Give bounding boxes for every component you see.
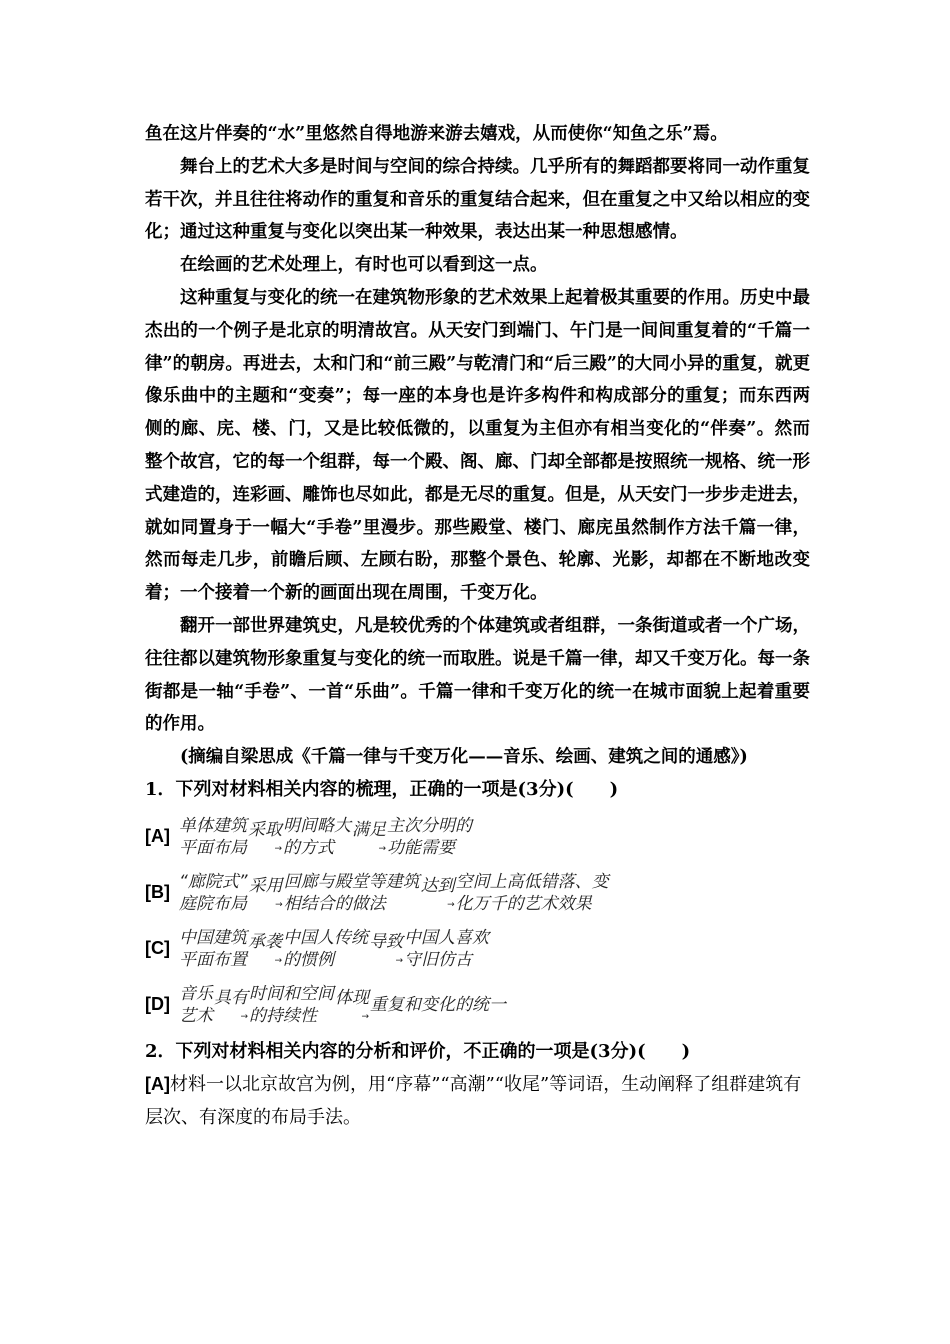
flow-node: 空间上高低错落、变 化万千的艺术效果 (455, 871, 609, 914)
paragraph-1: 鱼在这片伴奏的“水”里悠然自得地游来游去嬉戏，从而使你“知鱼之乐”焉。 (145, 124, 728, 144)
flow-node: 回廊与殿堂等建筑 相结合的做法 (283, 871, 420, 914)
flow-node: 明间略大 的方式 (283, 815, 351, 858)
option-a[interactable] (145, 812, 810, 862)
arrow-icon: 具有 → (214, 987, 248, 1022)
arrow-icon: 承袭 → (248, 931, 282, 966)
option-label: [C] (145, 938, 170, 959)
paragraph-3: 在绘画的艺术处理上，有时也可以看到这一点。 (180, 255, 548, 276)
flow-node: 中国人传统 的惯例 (283, 927, 368, 970)
option-label: [B] (145, 882, 170, 903)
flow-node: 中国人喜欢 守旧仿古 (404, 927, 489, 970)
option-label: [D] (145, 994, 170, 1015)
arrow-icon: 采取 → (248, 819, 282, 854)
paragraph-4: 这种重复与变化的统一在建筑物形象的艺术效果上起着极其重要的作用。历史中最杰出的一个例子是北京的明清故宫。从天安门到端门、午门是一间间重复着的“千篇一律”的朝房。再进去，太和门和“前三殿”与乾清门和“后三殿”的大同小异的重复，就更像乐曲中的主题和“变奏”；每一座的本身也是许多构件和构成部分的重复；而东西两侧的廊、庑、楼、门，又是比较低微的，以重复为主但亦有相当变化的“伴奏”。然而整个故宫，它的每一个组群，每一个殿、阁、廊、门却全部都是按照统一规格、统一形式建造的，连彩画、雕饰也尽如此，都是无尽的重复。但是，从天安门一步步走进去，就如同置身于一幅大“手卷”里漫步。那些殿堂、楼门、廊庑虽然制作方法千篇一律，然而每走几步，前瞻后顾、左顾右盼，那整个景色、轮廓、光影，却都在不断地改变着；一个接着一个新的画面出现在周围，千变万化。 (145, 287, 810, 604)
paragraph-2: 舞台上的艺术大多是时间与空间的综合持续。几乎所有的舞蹈都要将同一动作重复若干次，并且往往将动作的重复和音乐的重复结合起来，但在重复之中又给以相应的变化；通过这种重复与变化以突出某一种效果，表达出某一种思想感情。 (145, 156, 810, 243)
option-label: [A] (145, 826, 170, 847)
option-label: [A] (145, 1073, 170, 1094)
option-text: 材料一以北京故宫为例，用“序幕”“高潮”“收尾”等词语，生动阐释了组群建筑有层次、有深度的布局手法。 (145, 1073, 802, 1128)
flow-node: 音乐 艺术 (179, 983, 213, 1026)
question-2-option-a[interactable] (145, 1068, 810, 1134)
option-c[interactable] (145, 924, 810, 974)
arrow-icon: 满足 → (352, 819, 386, 854)
arrow-icon: 采用 → (248, 875, 283, 910)
paragraph-5: 翻开一部世界建筑史，凡是较优秀的个体建筑或者组群，一条街道或者一个广场，往往都以建筑物形象重复与变化的统一而取胜。说是千篇一律，却又千变万化。每一条街都是一轴“手卷”、一首“乐曲”。千篇一律和千变万化的统一在城市面貌上起着重要的作用。 (145, 615, 810, 735)
flow-node: 中国建筑 平面布置 (179, 927, 247, 970)
question-2-stem: 2．下列对材料相关内容的分析和评价，不正确的一项是(3分)( ) (145, 1040, 691, 1062)
flow-node: 主次分明的 功能需要 (387, 815, 472, 858)
flow-node: 单体建筑 平面布局 (179, 815, 247, 858)
flow-node: “廊院式” 庭院布局 (179, 871, 248, 914)
arrow-icon: 导致 → (369, 931, 403, 966)
document-page (145, 118, 810, 1134)
source-citation: (摘编自梁思成《千篇一律与千变万化——音乐、绘画、建筑之间的通感》) (180, 747, 748, 768)
flow-node: 重复和变化的统一 (370, 994, 506, 1015)
arrow-icon: 达到 → (420, 875, 455, 910)
option-d[interactable] (145, 980, 810, 1030)
option-b[interactable] (145, 868, 810, 918)
arrow-icon: 体现 → (335, 987, 369, 1022)
flow-node: 时间和空间 的持续性 (249, 983, 334, 1026)
question-1-stem: 1．下列对材料相关内容的梳理，正确的一项是(3分)( ) (145, 778, 619, 800)
